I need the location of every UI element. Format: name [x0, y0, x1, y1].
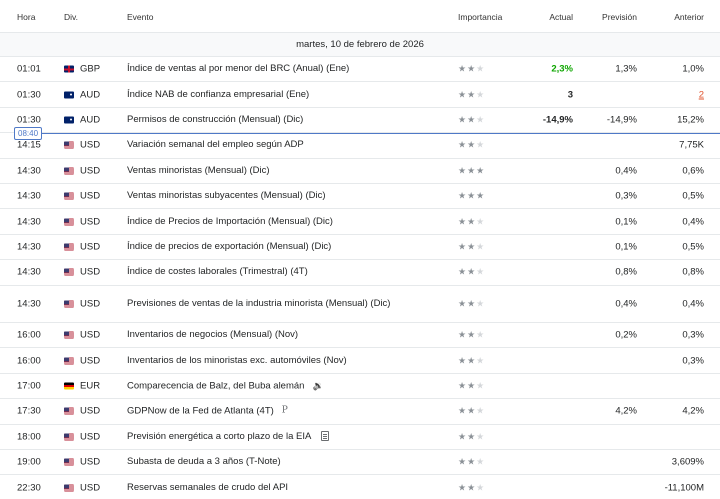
event-name-cell[interactable]: [127, 266, 308, 278]
event-name-link[interactable]: Ventas minoristas (Mensual) (Dic): [127, 164, 270, 176]
event-previous: 0,8%: [682, 266, 704, 278]
table-row[interactable]: [0, 133, 720, 158]
table-row[interactable]: [0, 286, 720, 324]
star-filled-icon: ★: [467, 114, 477, 125]
importance-stars: [458, 355, 485, 366]
table-row[interactable]: [0, 450, 720, 475]
event-previous: 0,5%: [682, 190, 704, 202]
event-previous: 15,2%: [677, 114, 704, 126]
event-name-link[interactable]: Índice de precios de exportación (Mensual) (Dic): [127, 240, 332, 252]
event-name-link[interactable]: Inventarios de los minoristas exc. automóviles (Nov): [127, 354, 347, 366]
event-name-cell[interactable]: [127, 190, 326, 202]
event-name-cell[interactable]: [127, 329, 298, 341]
event-currency: USD: [80, 482, 101, 494]
event-previous: 0,4%: [682, 216, 704, 228]
star-filled-icon: ★: [467, 216, 477, 227]
event-name-link[interactable]: Comparecencia de Balz, del Buba alemán: [127, 380, 305, 392]
event-currency: USD: [80, 139, 101, 151]
preliminary-icon: P: [281, 406, 288, 417]
event-forecast: 0,3%: [615, 190, 637, 202]
flag-au-icon: [64, 116, 74, 123]
event-time: 18:00: [17, 431, 41, 443]
event-currency: USD: [80, 355, 101, 367]
star-filled-icon: ★: [467, 190, 477, 201]
importance-stars: [458, 140, 485, 151]
event-name-link[interactable]: Variación semanal del empleo según ADP: [127, 139, 304, 151]
flag-us-icon: [64, 459, 74, 466]
event-previous: 0,3%: [682, 355, 704, 367]
star-filled-icon: ★: [458, 456, 468, 467]
event-time: 14:30: [17, 266, 41, 278]
header-evento[interactable]: Evento: [127, 12, 154, 22]
event-currency-cell: [64, 216, 100, 227]
flag-us-icon: [64, 433, 74, 440]
event-previous: 2: [698, 89, 704, 101]
event-previous: 7,75K: [679, 139, 704, 151]
importance-stars: [458, 89, 485, 100]
star-filled-icon: ★: [467, 241, 477, 252]
star-empty-icon: ★: [476, 405, 486, 416]
importance-stars: [458, 380, 485, 391]
event-previous: -11,100M: [664, 482, 704, 494]
event-currency-cell: [64, 431, 100, 442]
flag-us-icon: [64, 218, 74, 225]
flag-us-icon: [64, 332, 74, 339]
event-currency-cell: [64, 267, 100, 278]
event-name-cell[interactable]: [127, 355, 347, 367]
event-name-link[interactable]: GDPNow de la Fed de Atlanta (4T): [127, 405, 274, 417]
importance-stars: [458, 241, 485, 252]
star-filled-icon: ★: [467, 431, 477, 442]
flag-us-icon: [64, 300, 74, 307]
event-currency-cell: [64, 406, 100, 417]
importance-stars: [458, 191, 485, 202]
event-previous: 4,2%: [682, 405, 704, 417]
star-filled-icon: ★: [458, 405, 468, 416]
table-row[interactable]: [0, 348, 720, 373]
event-currency-cell: [64, 114, 100, 125]
event-name-link[interactable]: Previsiones de ventas de la industria minorista (Mensual) (Dic): [127, 297, 391, 309]
table-header: [0, 0, 720, 33]
event-time: 19:00: [17, 456, 41, 468]
star-filled-icon: ★: [467, 63, 477, 74]
event-currency-cell: [64, 298, 100, 309]
star-empty-icon: ★: [476, 482, 486, 493]
event-currency-cell: [64, 89, 100, 100]
star-filled-icon: ★: [458, 139, 468, 150]
importance-stars: [458, 330, 485, 341]
event-forecast: -14,9%: [606, 114, 637, 126]
star-filled-icon: ★: [458, 114, 468, 125]
table-row[interactable]: [0, 425, 720, 450]
star-filled-icon: ★: [458, 298, 468, 309]
event-currency: AUD: [80, 89, 101, 101]
event-name-cell[interactable]: [127, 89, 309, 101]
flag-au-icon: [64, 91, 74, 98]
event-time: 14:30: [17, 298, 41, 310]
star-filled-icon: ★: [458, 266, 468, 277]
event-currency-cell: [64, 241, 100, 252]
day-separator: martes, 10 de febrero de 2026: [0, 33, 720, 57]
event-name-link[interactable]: Previsión energética a corto plazo de la EIA: [127, 430, 312, 442]
event-currency: USD: [80, 329, 101, 341]
event-currency: USD: [80, 190, 101, 202]
event-name-cell[interactable]: [127, 139, 304, 151]
event-forecast: 0,4%: [615, 165, 637, 177]
star-filled-icon: ★: [467, 456, 477, 467]
star-empty-icon: ★: [476, 114, 486, 125]
event-currency-cell: [64, 355, 100, 366]
event-name-link[interactable]: Índice de costes laborales (Trimestral) (4T): [127, 266, 308, 278]
event-name-cell[interactable]: [127, 114, 303, 126]
header-importancia[interactable]: Importancia: [458, 12, 503, 22]
table-row[interactable]: [0, 57, 720, 82]
report-icon[interactable]: [321, 431, 329, 441]
flag-us-icon: [64, 243, 74, 250]
event-name-cell[interactable]: [127, 380, 324, 393]
importance-stars: [458, 165, 485, 176]
table-row[interactable]: [0, 323, 720, 348]
current-time-badge: 08:40: [14, 127, 42, 140]
star-empty-icon: ★: [476, 456, 486, 467]
event-forecast: 0,8%: [615, 266, 637, 278]
star-filled-icon: ★: [467, 89, 477, 100]
event-currency: USD: [80, 216, 101, 228]
event-currency: USD: [80, 266, 101, 278]
event-name-link[interactable]: Ventas minoristas subyacentes (Mensual) (Dic): [127, 190, 326, 202]
event-time: 16:00: [17, 329, 41, 341]
importance-stars: [458, 406, 485, 417]
events-list: [0, 57, 720, 499]
event-name-link[interactable]: Permisos de construcción (Mensual) (Dic): [127, 113, 304, 125]
event-forecast: 0,2%: [615, 329, 637, 341]
table-row[interactable]: [0, 374, 720, 399]
star-filled-icon: ★: [458, 431, 468, 442]
star-filled-icon: ★: [467, 298, 477, 309]
star-filled-icon: ★: [458, 329, 468, 340]
star-filled-icon: ★: [458, 89, 468, 100]
event-currency-cell: [64, 380, 100, 391]
importance-stars: [458, 298, 485, 309]
event-name-cell[interactable]: [127, 241, 331, 253]
star-empty-icon: ★: [476, 329, 486, 340]
event-forecast: 0,4%: [615, 298, 637, 310]
event-time: 14:30: [17, 216, 41, 228]
star-empty-icon: ★: [476, 216, 486, 227]
event-currency-cell: [64, 482, 100, 493]
event-name-link[interactable]: Subasta de deuda a 3 años (T-Note): [127, 456, 281, 468]
event-name-link[interactable]: Índice de ventas al por menor del BRC (Anual) (Ene): [127, 63, 350, 75]
header-div[interactable]: Div.: [64, 12, 79, 22]
star-empty-icon: ★: [476, 355, 486, 366]
current-time-line: [14, 133, 720, 134]
star-filled-icon: ★: [458, 241, 468, 252]
table-row[interactable]: [0, 82, 720, 107]
table-row[interactable]: [0, 159, 720, 184]
star-filled-icon: ★: [467, 355, 477, 366]
flag-us-icon: [64, 357, 74, 364]
event-actual: 2,3%: [551, 63, 573, 75]
flag-us-icon: [64, 484, 74, 491]
event-currency: USD: [80, 431, 101, 443]
importance-stars: [458, 64, 485, 75]
star-filled-icon: ★: [458, 190, 468, 201]
star-empty-icon: ★: [476, 241, 486, 252]
event-previous: 0,4%: [682, 298, 704, 310]
event-time: 17:00: [17, 380, 41, 392]
header-prevision[interactable]: Previsión: [602, 12, 637, 22]
event-currency: GBP: [80, 63, 101, 75]
importance-stars: [458, 431, 485, 442]
table-row[interactable]: [0, 475, 720, 499]
star-empty-icon: ★: [476, 266, 486, 277]
event-name-cell[interactable]: [127, 431, 329, 443]
event-currency: EUR: [80, 380, 101, 392]
importance-stars: [458, 267, 485, 278]
importance-stars: [458, 216, 485, 227]
event-currency-cell: [64, 64, 100, 75]
event-forecast: 0,1%: [615, 216, 637, 228]
star-filled-icon: ★: [476, 165, 486, 176]
importance-stars: [458, 482, 485, 493]
star-filled-icon: ★: [476, 190, 486, 201]
event-forecast: 1,3%: [615, 63, 637, 75]
event-actual: 3: [567, 89, 573, 101]
event-time: 14:15: [17, 139, 41, 151]
speaker-icon[interactable]: 🔉: [312, 380, 324, 391]
star-filled-icon: ★: [458, 63, 468, 74]
event-actual: -14,9%: [542, 114, 573, 126]
event-currency-cell: [64, 140, 100, 151]
star-filled-icon: ★: [467, 139, 477, 150]
event-name-cell[interactable]: [127, 405, 288, 418]
flag-us-icon: [64, 167, 74, 174]
star-filled-icon: ★: [467, 482, 477, 493]
event-previous: 0,6%: [682, 165, 704, 177]
event-currency: USD: [80, 241, 101, 253]
event-currency: AUD: [80, 114, 101, 126]
event-name-cell[interactable]: [127, 63, 349, 75]
star-empty-icon: ★: [476, 63, 486, 74]
event-forecast: 4,2%: [615, 405, 637, 417]
table-row[interactable]: [0, 184, 720, 209]
event-forecast: 0,1%: [615, 241, 637, 253]
event-name-cell[interactable]: [127, 482, 288, 494]
event-time: 14:30: [17, 241, 41, 253]
event-time: 17:30: [17, 405, 41, 417]
star-filled-icon: ★: [467, 405, 477, 416]
event-time: 14:30: [17, 190, 41, 202]
event-name-cell[interactable]: [127, 165, 270, 177]
star-filled-icon: ★: [467, 266, 477, 277]
star-empty-icon: ★: [476, 89, 486, 100]
flag-us-icon: [64, 193, 74, 200]
event-name-cell[interactable]: [127, 216, 333, 228]
event-time: 16:00: [17, 355, 41, 367]
event-time: 01:30: [17, 114, 41, 126]
event-currency-cell: [64, 165, 100, 176]
star-empty-icon: ★: [476, 380, 486, 391]
importance-stars: [458, 457, 485, 468]
star-empty-icon: ★: [476, 298, 486, 309]
event-previous: 0,5%: [682, 241, 704, 253]
event-currency: USD: [80, 456, 101, 468]
event-time: 01:30: [17, 89, 41, 101]
event-currency-cell: [64, 457, 100, 468]
header-actual[interactable]: Actual: [549, 12, 573, 22]
star-empty-icon: ★: [476, 431, 486, 442]
star-filled-icon: ★: [458, 355, 468, 366]
star-filled-icon: ★: [458, 216, 468, 227]
event-previous: 1,0%: [682, 63, 704, 75]
event-name-cell[interactable]: [127, 456, 281, 468]
event-name-link[interactable]: Índice NAB de confianza empresarial (Ene): [127, 88, 310, 100]
star-filled-icon: ★: [458, 380, 468, 391]
event-name-link[interactable]: Inventarios de negocios (Mensual) (Nov): [127, 329, 299, 341]
event-currency: USD: [80, 298, 101, 310]
event-previous: 0,3%: [682, 329, 704, 341]
event-currency-cell: [64, 191, 100, 202]
event-time: 01:01: [17, 63, 41, 75]
flag-de-icon: [64, 382, 74, 389]
table-row[interactable]: [0, 260, 720, 285]
event-time: 14:30: [17, 165, 41, 177]
event-time: 22:30: [17, 482, 41, 494]
flag-gb-icon: [64, 66, 74, 73]
header-hora[interactable]: Hora: [17, 12, 36, 22]
star-filled-icon: ★: [467, 165, 477, 176]
event-previous: 3,609%: [671, 456, 704, 468]
star-filled-icon: ★: [458, 482, 468, 493]
table-row[interactable]: [0, 235, 720, 260]
star-filled-icon: ★: [467, 380, 477, 391]
header-anterior[interactable]: Anterior: [674, 12, 704, 22]
importance-stars: [458, 114, 485, 125]
star-filled-icon: ★: [458, 165, 468, 176]
star-filled-icon: ★: [467, 329, 477, 340]
event-currency-cell: [64, 330, 100, 341]
flag-us-icon: [64, 142, 74, 149]
flag-us-icon: [64, 408, 74, 415]
flag-us-icon: [64, 269, 74, 276]
star-empty-icon: ★: [476, 139, 486, 150]
event-currency: USD: [80, 405, 101, 417]
event-name-link[interactable]: Índice de Precios de Importación (Mensual) (Dic): [127, 215, 333, 227]
event-name-cell[interactable]: [127, 298, 390, 310]
table-row[interactable]: [0, 209, 720, 234]
event-name-link[interactable]: Reservas semanales de crudo del API: [127, 481, 289, 493]
table-row[interactable]: [0, 108, 720, 133]
event-currency: USD: [80, 165, 101, 177]
table-row[interactable]: [0, 399, 720, 424]
